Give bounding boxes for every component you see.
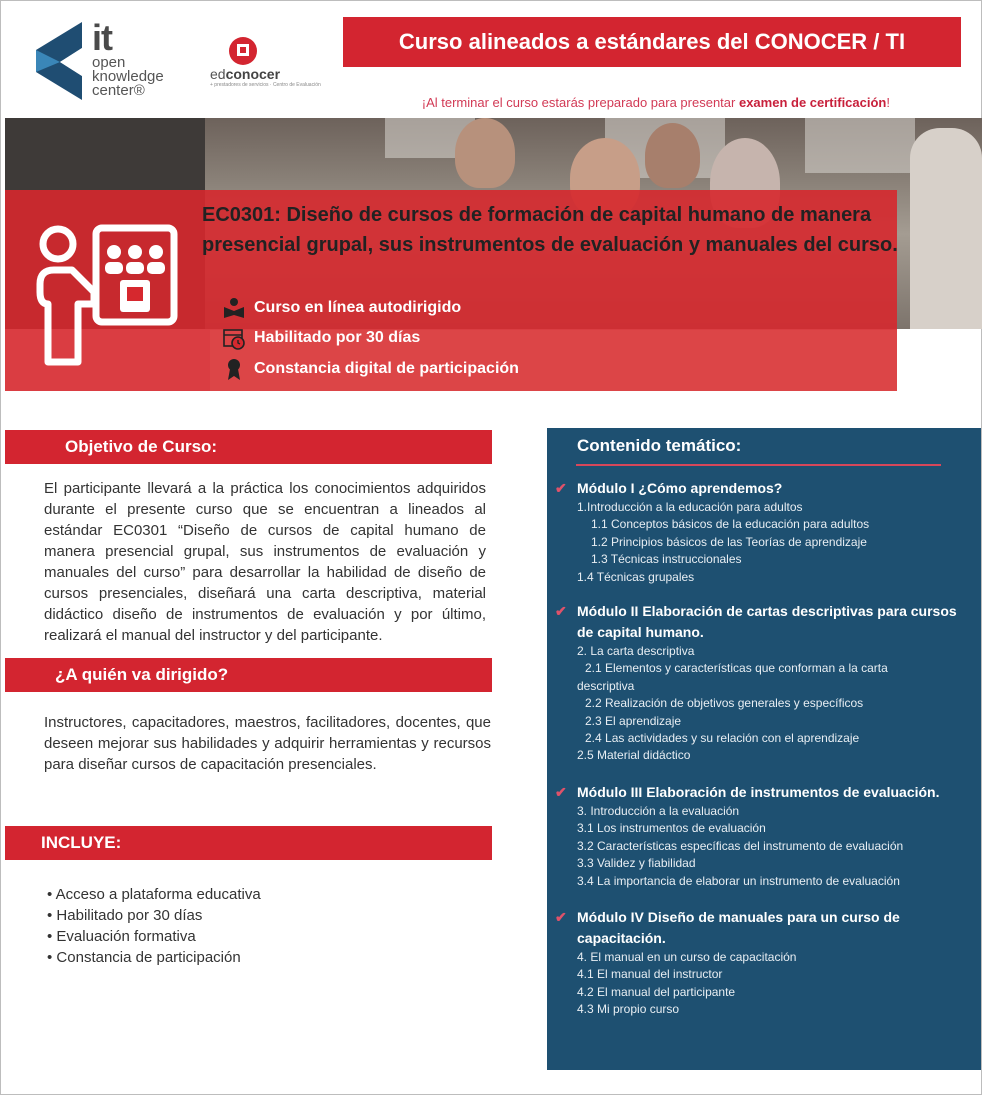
- check-icon: ✔: [555, 909, 567, 925]
- module-item: 2.2 Realización de objetivos generales y específicos: [585, 696, 864, 711]
- check-icon: ✔: [555, 784, 567, 800]
- module-item: 1.1 Conceptos básicos de la educación para adultos: [591, 517, 870, 532]
- feature-certificate-label: Constancia digital de participación: [254, 360, 519, 377]
- module-1: [555, 478, 975, 586]
- check-icon: ✔: [555, 603, 567, 619]
- check-icon: ✔: [555, 480, 567, 496]
- incluye-heading: INCLUYE:: [5, 826, 492, 860]
- incluye-item: • Habilitado por 30 días: [47, 905, 447, 926]
- conocer-logo-tiny: + prestadores de servicios · Centro de Evaluación: [210, 82, 321, 88]
- module-item: 2.3 El aprendizaje: [585, 713, 682, 728]
- objetivo-text: El participante llevará a la práctica los conocimientos adquiridos durante el presente curso que se encuentran a lineados al estándar EC0301 “Diseño de cursos de capital humano de manera presencial grupal, sus instrumentos de evaluación y manuales del curso” para desarrollar la habilidad de diseño de cursos presenciales, diseñará una carta descriptiva, material didáctico diseño de instrumentos de evaluación y por último, realizará el manual del instructor y del participante.: [44, 480, 486, 644]
- incluye-item: • Constancia de participación: [47, 947, 447, 968]
- module-item: 2.5 Material didáctico: [577, 748, 691, 763]
- module-item: 3.1 Los instrumentos de evaluación: [577, 821, 766, 836]
- module-item: 1.Introducción a la educación para adultos: [577, 500, 803, 514]
- tagline: [340, 95, 890, 110]
- conocer-logo-word-b: conocer: [225, 66, 281, 82]
- award-ribbon-icon: [220, 357, 248, 381]
- module-item: 4.2 El manual del participante: [577, 984, 736, 999]
- instructor-icon: [34, 222, 180, 368]
- incluye-item: • Evaluación formativa: [47, 926, 447, 947]
- module-item: 2.4 Las actividades y su relación con el aprendizaje: [585, 731, 860, 746]
- module-3: [555, 782, 975, 890]
- module-title: Módulo I ¿Cómo aprendemos?: [577, 480, 783, 496]
- module-item: 3.4 La importancia de elaborar un instrumento de evaluación: [577, 873, 900, 888]
- it-logo-chevron-icon: [30, 20, 90, 102]
- conocer-logo-icon: [228, 36, 258, 66]
- module-item: descriptiva: [577, 678, 635, 693]
- module-title: Módulo IV Diseño de manuales para un curso de capacitación.: [577, 909, 900, 946]
- tagline-bold: examen de certificación: [738, 95, 887, 110]
- it-logo: [30, 17, 195, 102]
- incluye-item: • Acceso a plataforma educativa: [47, 884, 447, 905]
- feature-certificate: [220, 356, 620, 382]
- module-item: 4.1 El manual del instructor: [577, 967, 723, 982]
- module-item: 2.1 Elementos y características que conforman a la carta: [585, 661, 888, 676]
- module-item: 3. Introducción a la evaluación: [577, 804, 740, 818]
- calendar-clock-icon: [220, 326, 248, 350]
- module-item: 4.3 Mi propio curso: [577, 1002, 680, 1017]
- feature-days: [220, 325, 620, 351]
- module-item: 1.4 Técnicas grupales: [577, 569, 695, 584]
- contenido-rule: [576, 464, 941, 466]
- tagline-pre: ¡Al terminar el curso estarás preparado para presentar: [421, 95, 739, 110]
- contenido-heading: Contenido temático:: [577, 436, 742, 455]
- module-item: 3.3 Validez y fiabilidad: [577, 856, 696, 871]
- incluye-list: [47, 884, 447, 968]
- header-banner: Curso alineados a estándares del CONOCER / TI: [343, 17, 961, 67]
- it-logo-line-1: open: [92, 54, 126, 71]
- module-item: 2. La carta descriptiva: [577, 644, 695, 658]
- module-item: 1.3 Técnicas instruccionales: [591, 552, 742, 567]
- module-item: 1.2 Principios básicos de las Teorías de aprendizaje: [591, 534, 867, 549]
- dirigido-heading: ¿A quién va dirigido?: [5, 658, 492, 692]
- module-item: 4. El manual en un curso de capacitación: [577, 950, 797, 964]
- reader-icon: [220, 296, 248, 320]
- contenido-panel: [547, 428, 981, 1070]
- course-title: EC0301: Diseño de cursos de formación de capital humano de manera presencial grupal, sus instrumentos de evaluación y manuales del curso.: [202, 204, 898, 256]
- it-logo-line-2: knowledge: [92, 68, 164, 85]
- feature-days-label: Habilitado por 30 días: [254, 329, 421, 346]
- objetivo-heading: Objetivo de Curso:: [5, 430, 492, 464]
- it-logo-big: it: [92, 17, 112, 58]
- it-logo-line-3: center®: [92, 82, 145, 99]
- conocer-logo: [210, 34, 321, 94]
- feature-online: [220, 295, 620, 321]
- module-title: Módulo III Elaboración de instrumentos de evaluación.: [577, 784, 940, 800]
- module-2: [555, 601, 975, 765]
- module-title: Módulo II Elaboración de cartas descriptivas para cursos de capital humano.: [577, 603, 957, 640]
- conocer-logo-word-a: ed: [210, 66, 226, 82]
- module-item: 3.2 Características específicas del instrumento de evaluación: [577, 838, 904, 853]
- dirigido-text: Instructores, capacitadores, maestros, facilitadores, docentes, que deseen mejorar sus habilidades y adquirir herramientas y recursos para diseñar cursos de capacitación presenciales.: [44, 714, 491, 773]
- feature-online-label: Curso en línea autodirigido: [254, 299, 462, 316]
- module-4: [555, 907, 975, 1019]
- tagline-post: !: [886, 95, 890, 110]
